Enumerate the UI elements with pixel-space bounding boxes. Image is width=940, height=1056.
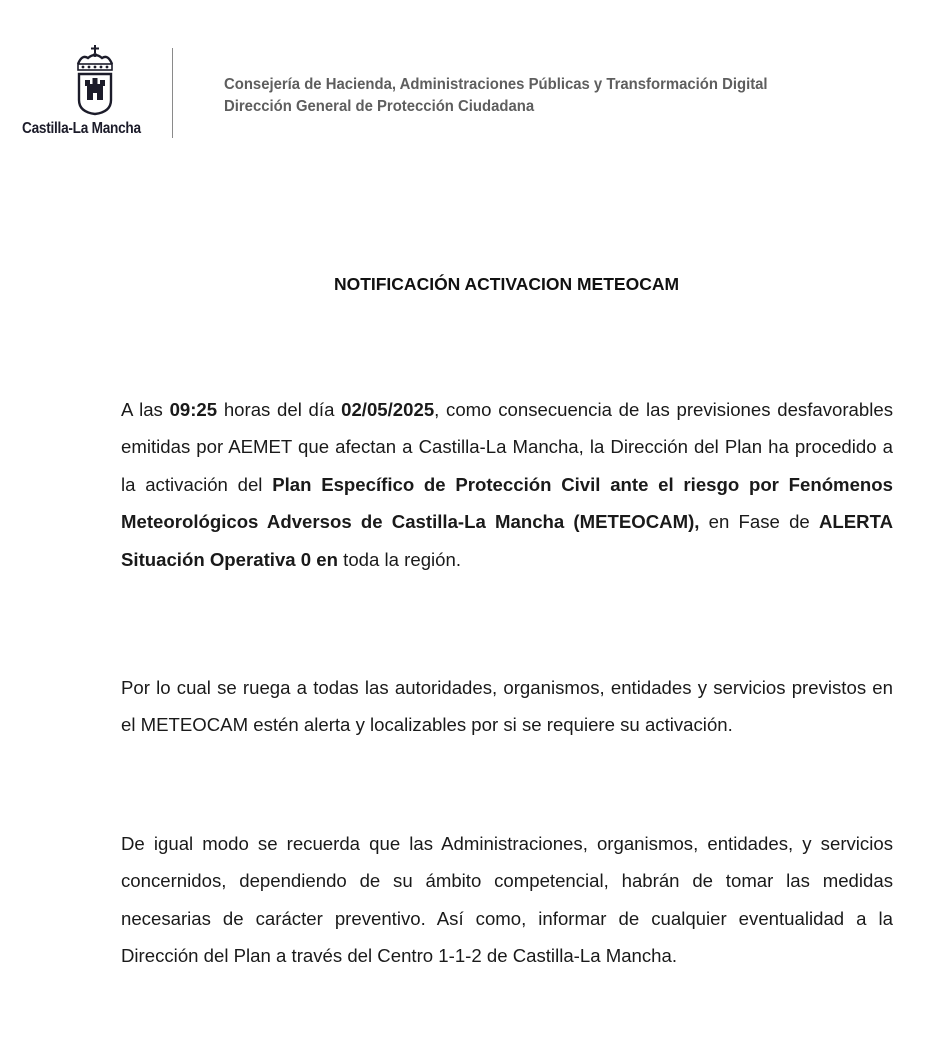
activation-date: 02/05/2025 (341, 399, 435, 420)
organization-header (224, 74, 768, 118)
directorate-name: Dirección General de Protección Ciudadana (224, 98, 535, 115)
text-run: en Fase de (699, 511, 819, 533)
alert-phase: ALERTA Situación Operativa 0 en (121, 511, 894, 570)
paragraph-request: Por lo cual se ruega a todas las autoridades, organismos, entidades y servicios previstos en el METEOCAM estén alerta y localizables por si se requiere su activación. (121, 677, 893, 736)
document-title: NOTIFICACIÓN ACTIVACION METEOCAM (333, 274, 680, 294)
castilla-la-mancha-logo (20, 44, 168, 140)
department-name: Consejería de Hacienda, Administraciones Públicas y Transformación Digital (224, 76, 768, 93)
text-run: A las (121, 399, 170, 420)
crown-shield-icon (70, 44, 120, 116)
paragraph-activation (121, 391, 893, 578)
text-run: , como consecuencia de las previsiones desfavorables emitidas por AEMET que afectan a Castilla-La Mancha, la Dirección del Plan ha procedido a la activación del (121, 399, 893, 495)
activation-time: 09:25 (169, 399, 218, 420)
text-run: horas del día (217, 399, 342, 420)
header-divider (172, 48, 173, 138)
plan-name: Plan Específico de Protección Civil ante el riesgo por Fenómenos Meteorológicos Adversos de Castilla-La Mancha (METEOCAM), (121, 473, 893, 533)
paragraph-reminder: De igual modo se recuerda que las Administraciones, organismos, entidades, y servicios concernidos, dependiendo de su ámbito competencial, habrán de tomar las medidas necesarias de carácter preventivo. Así como, informar de cualquier eventualidad a la Dirección del Plan a través del Centro 1-1-2 de Castilla-La Mancha. (121, 833, 893, 967)
text-run: toda la región. (338, 548, 462, 570)
logo-wordmark: Castilla-La Mancha (22, 120, 141, 137)
